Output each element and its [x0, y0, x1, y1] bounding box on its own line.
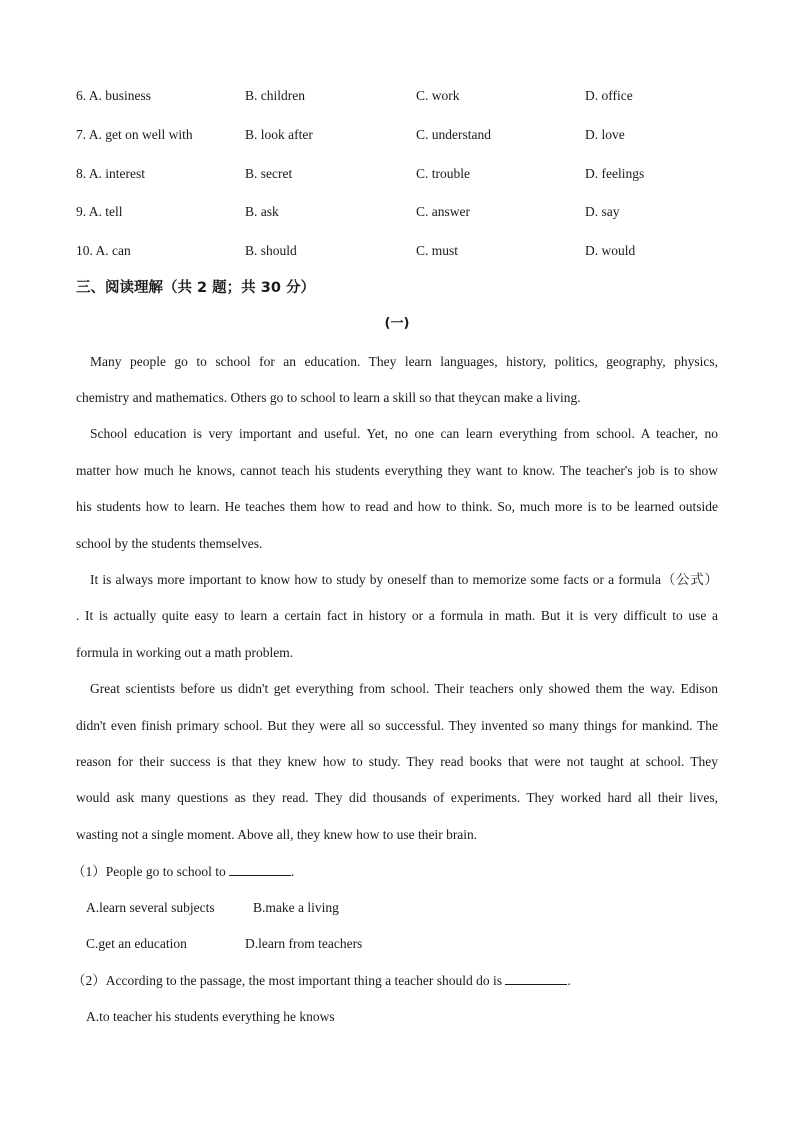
option-c: C. trouble [416, 166, 470, 181]
option-a: 10. A. can [76, 243, 131, 258]
option-b: B. should [245, 243, 297, 258]
question-2 [72, 970, 571, 991]
option-a: 8. A. interest [76, 166, 145, 181]
choice-b[interactable]: B.make a living [253, 900, 339, 915]
passage-line: chemistry and mathematics. Others go to school to learn a skill so that theycan make a living. [76, 390, 581, 405]
passage-line: didn't even finish primary school. But they were all so successful. They invented so many things for mankind. The [76, 718, 718, 733]
passage-line: formula in working out a math problem. [76, 645, 294, 660]
option-a: 6. A. business [76, 88, 152, 103]
passage-line: Great scientists before us didn't get everything from school. Their teachers only showed them the way. Edison [90, 681, 718, 696]
option-b: B. secret [245, 166, 293, 181]
answer-blank[interactable] [505, 970, 567, 985]
option-c: C. work [416, 88, 460, 103]
answer-blank[interactable] [229, 861, 291, 876]
passage-line: would ask many questions as they read. They did thousands of experiments. They worked hard all their lives, [76, 790, 718, 805]
section-title: 三、阅读理解（共 2 题；共 30 分） [76, 280, 315, 296]
choice-c[interactable]: C.get an education [86, 936, 187, 951]
option-b: B. ask [245, 204, 279, 219]
passage-line: reason for their success is that they knew how to study. They read books that were not taught at school. They [76, 754, 718, 769]
choice-a[interactable]: A.learn several subjects [86, 900, 215, 915]
question-stem: （2）According to the passage, the most important thing a teacher should do is [72, 973, 503, 988]
option-c: C. understand [416, 127, 491, 142]
option-b: B. look after [245, 127, 313, 142]
option-d: D. would [585, 243, 636, 258]
option-d: D. say [585, 204, 620, 219]
option-d: D. love [585, 127, 625, 142]
passage-line: . It is actually quite easy to learn a certain fact in history or a formula in math. But it is very difficult to use a [76, 608, 718, 623]
passage-label: (一) [384, 316, 410, 331]
option-a: 7. A. get on well with [76, 127, 193, 142]
question-end: . [291, 864, 295, 879]
passage-line: matter how much he knows, cannot teach his students everything they want to know. The teacher's job is to show [76, 463, 718, 478]
question-stem: （1）People go to school to [72, 864, 226, 879]
option-d: D. office [585, 88, 633, 103]
passage-line: school by the students themselves. [76, 536, 263, 551]
passage-line: Many people go to school for an education. They learn languages, history, politics, geography, physics, [90, 354, 718, 369]
option-a: 9. A. tell [76, 204, 123, 219]
choice-d[interactable]: D.learn from teachers [245, 936, 363, 951]
option-b: B. children [245, 88, 305, 103]
passage-line: wasting not a single moment. Above all, they knew how to use their brain. [76, 827, 478, 842]
choice-a[interactable]: A.to teacher his students everything he knows [86, 1009, 335, 1024]
option-d: D. feelings [585, 166, 645, 181]
passage-line: School education is very important and useful. Yet, no one can learn everything from school. A teacher, no [90, 426, 718, 441]
question-1 [72, 861, 295, 882]
passage-line: It is always more important to know how to study by oneself than to memorize some facts or a formula（公式） [90, 572, 718, 587]
passage-line: his students how to learn. He teaches them how to read and how to think. So, much more is to be learned outside [76, 499, 718, 514]
option-c: C. must [416, 243, 459, 258]
question-end: . [567, 973, 571, 988]
option-c: C. answer [416, 204, 470, 219]
